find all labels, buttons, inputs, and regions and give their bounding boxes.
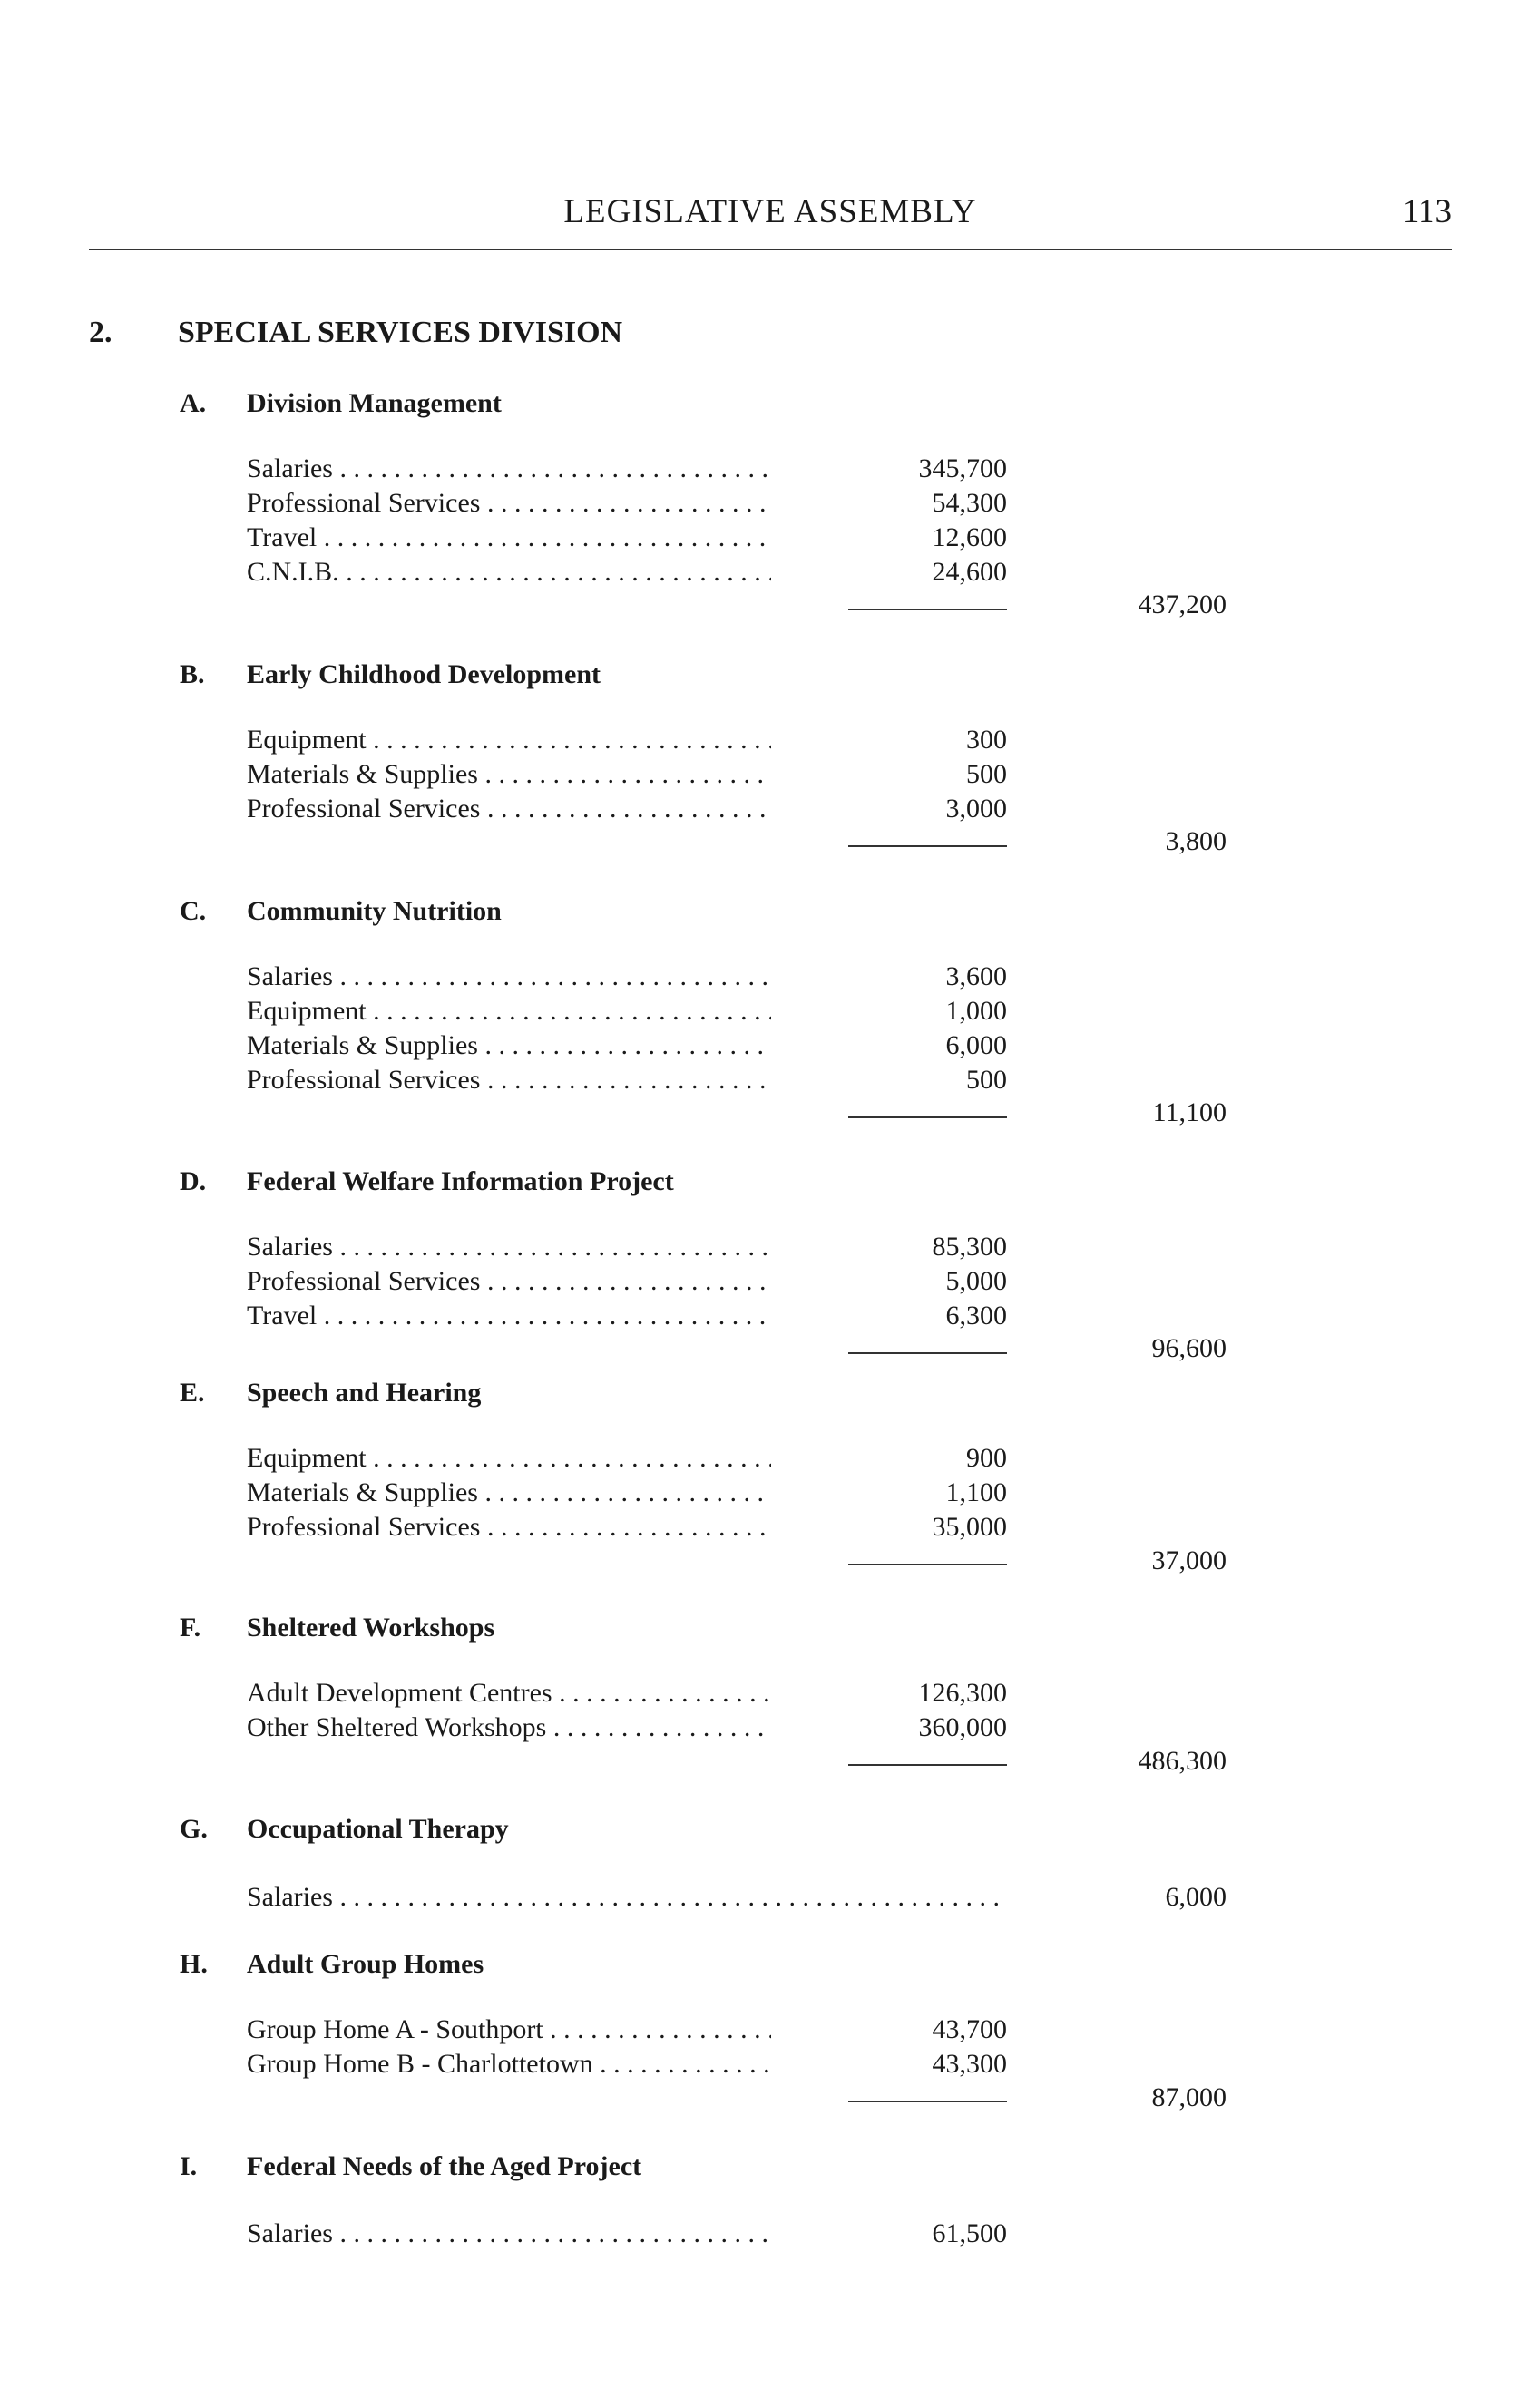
section-title: Speech and Hearing xyxy=(247,1378,482,1408)
item-amount: 35,000 xyxy=(932,1512,1007,1542)
item-amount: 126,300 xyxy=(918,1678,1007,1708)
line-item xyxy=(247,1882,1007,1916)
item-label: Salaries . . . xyxy=(247,961,771,992)
section-heading-i xyxy=(180,2151,641,2182)
page-number: 113 xyxy=(1402,193,1452,230)
section-heading-b xyxy=(180,659,601,690)
item-amount: 3,600 xyxy=(945,961,1007,991)
item-label: Group Home A - Southport . . . xyxy=(247,2014,771,2045)
item-amount: 12,600 xyxy=(932,522,1007,552)
item-amount: 61,500 xyxy=(932,2218,1007,2248)
section-heading-g xyxy=(180,1814,509,1845)
section-total: 11,100 xyxy=(1152,1097,1227,1127)
item-amount: 3,000 xyxy=(945,794,1007,824)
line-item xyxy=(247,1266,1007,1301)
line-item xyxy=(247,1512,1007,1546)
page-header xyxy=(89,192,1452,250)
item-label: Adult Development Centres . . . xyxy=(247,1678,771,1709)
item-amount: 345,700 xyxy=(918,453,1007,483)
subtotal-rule xyxy=(848,2101,1007,2102)
section-heading-f xyxy=(180,1613,494,1643)
section-letter: H. xyxy=(180,1949,208,1979)
line-item xyxy=(247,2049,1007,2083)
section-letter: A. xyxy=(180,388,207,418)
section-title: Sheltered Workshops xyxy=(247,1613,495,1643)
section-total: 486,300 xyxy=(1138,1746,1227,1776)
item-amount: 6,000 xyxy=(945,1030,1007,1060)
item-amount: 85,300 xyxy=(932,1232,1007,1262)
section-letter: D. xyxy=(180,1166,207,1196)
section-letter: I. xyxy=(180,2151,198,2181)
section-letter: C. xyxy=(180,896,207,926)
subtotal-rule xyxy=(848,1116,1007,1118)
section-title: Federal Needs of the Aged Project xyxy=(247,2151,642,2181)
item-amount: 54,300 xyxy=(932,488,1007,518)
item-label: C.N.I.B. . . . xyxy=(247,557,771,588)
item-label: Other Sheltered Workshops . . . xyxy=(247,1712,771,1743)
section-total: 437,200 xyxy=(1138,590,1227,619)
section-total: 3,800 xyxy=(1165,826,1227,856)
line-item xyxy=(247,794,1007,828)
line-item xyxy=(247,1678,1007,1712)
section-title: Division Management xyxy=(247,388,502,418)
section-total: 96,600 xyxy=(1151,1333,1227,1363)
section-title: Federal Welfare Information Project xyxy=(247,1166,674,1196)
section-title: Adult Group Homes xyxy=(247,1949,484,1979)
line-item xyxy=(247,453,1007,488)
line-item xyxy=(247,1065,1007,1099)
item-label: Travel . . . xyxy=(247,522,771,553)
division-number: 2. xyxy=(89,316,112,349)
item-label: Salaries . . . xyxy=(247,1882,1007,1912)
item-amount: 6,300 xyxy=(945,1301,1007,1331)
item-amount: 500 xyxy=(966,759,1007,789)
running-title: LEGISLATIVE ASSEMBLY xyxy=(563,193,977,230)
section-total: 6,000 xyxy=(1165,1882,1227,1912)
section-letter: B. xyxy=(180,659,205,689)
item-label: Group Home B - Charlottetown . . . xyxy=(247,2049,771,2080)
item-amount: 500 xyxy=(966,1065,1007,1095)
line-item xyxy=(247,1712,1007,1747)
line-item xyxy=(247,1232,1007,1266)
section-heading-d xyxy=(180,1166,674,1197)
item-amount: 43,700 xyxy=(932,2014,1007,2044)
section-letter: E. xyxy=(180,1378,205,1408)
line-item xyxy=(247,1301,1007,1335)
subtotal-rule xyxy=(848,1352,1007,1354)
item-amount: 1,000 xyxy=(945,996,1007,1026)
subtotal-rule xyxy=(848,1764,1007,1766)
item-label: Travel . . . xyxy=(247,1301,771,1331)
item-label: Salaries . . . xyxy=(247,453,771,484)
section-heading-c xyxy=(180,896,502,927)
subtotal-rule xyxy=(848,609,1007,610)
item-amount: 5,000 xyxy=(945,1266,1007,1296)
item-amount: 43,300 xyxy=(932,2049,1007,2079)
section-title: Early Childhood Development xyxy=(247,659,601,689)
line-item xyxy=(247,2218,1007,2253)
item-amount: 900 xyxy=(966,1443,1007,1473)
section-total: 87,000 xyxy=(1151,2082,1227,2112)
line-item xyxy=(247,1030,1007,1065)
item-label: Salaries . . . xyxy=(247,2218,771,2249)
item-label: Professional Services . . . xyxy=(247,1065,771,1096)
section-heading-h xyxy=(180,1949,484,1980)
section-title: Occupational Therapy xyxy=(247,1814,509,1844)
subtotal-rule xyxy=(848,845,1007,847)
item-label: Professional Services . . . xyxy=(247,1266,771,1297)
line-item xyxy=(247,1443,1007,1477)
section-title: Community Nutrition xyxy=(247,896,502,926)
item-label: Salaries . . . xyxy=(247,1232,771,1262)
section-heading-a xyxy=(180,388,502,419)
line-item xyxy=(247,557,1007,591)
item-label: Professional Services . . . xyxy=(247,488,771,519)
item-label: Materials & Supplies . . . xyxy=(247,759,771,790)
item-label: Professional Services . . . xyxy=(247,1512,771,1543)
section-letter: F. xyxy=(180,1613,201,1643)
section-total: 37,000 xyxy=(1151,1545,1227,1575)
line-item xyxy=(247,725,1007,759)
item-amount: 300 xyxy=(966,725,1007,755)
item-label: Equipment . . . xyxy=(247,1443,771,1474)
line-item xyxy=(247,759,1007,794)
line-item xyxy=(247,961,1007,996)
section-letter: G. xyxy=(180,1814,208,1844)
line-item xyxy=(247,2014,1007,2049)
item-label: Materials & Supplies . . . xyxy=(247,1477,771,1508)
division-title: SPECIAL SERVICES DIVISION xyxy=(178,316,623,349)
item-amount: 1,100 xyxy=(945,1477,1007,1507)
line-item xyxy=(247,488,1007,522)
line-item xyxy=(247,996,1007,1030)
item-amount: 360,000 xyxy=(918,1712,1007,1742)
division-heading xyxy=(89,316,622,350)
section-heading-e xyxy=(180,1378,481,1409)
item-label: Professional Services . . . xyxy=(247,794,771,824)
line-item xyxy=(247,522,1007,557)
item-amount: 24,600 xyxy=(932,557,1007,587)
item-label: Equipment . . . xyxy=(247,725,771,756)
item-label: Equipment . . . xyxy=(247,996,771,1027)
subtotal-rule xyxy=(848,1564,1007,1565)
item-label: Materials & Supplies . . . xyxy=(247,1030,771,1061)
line-item xyxy=(247,1477,1007,1512)
